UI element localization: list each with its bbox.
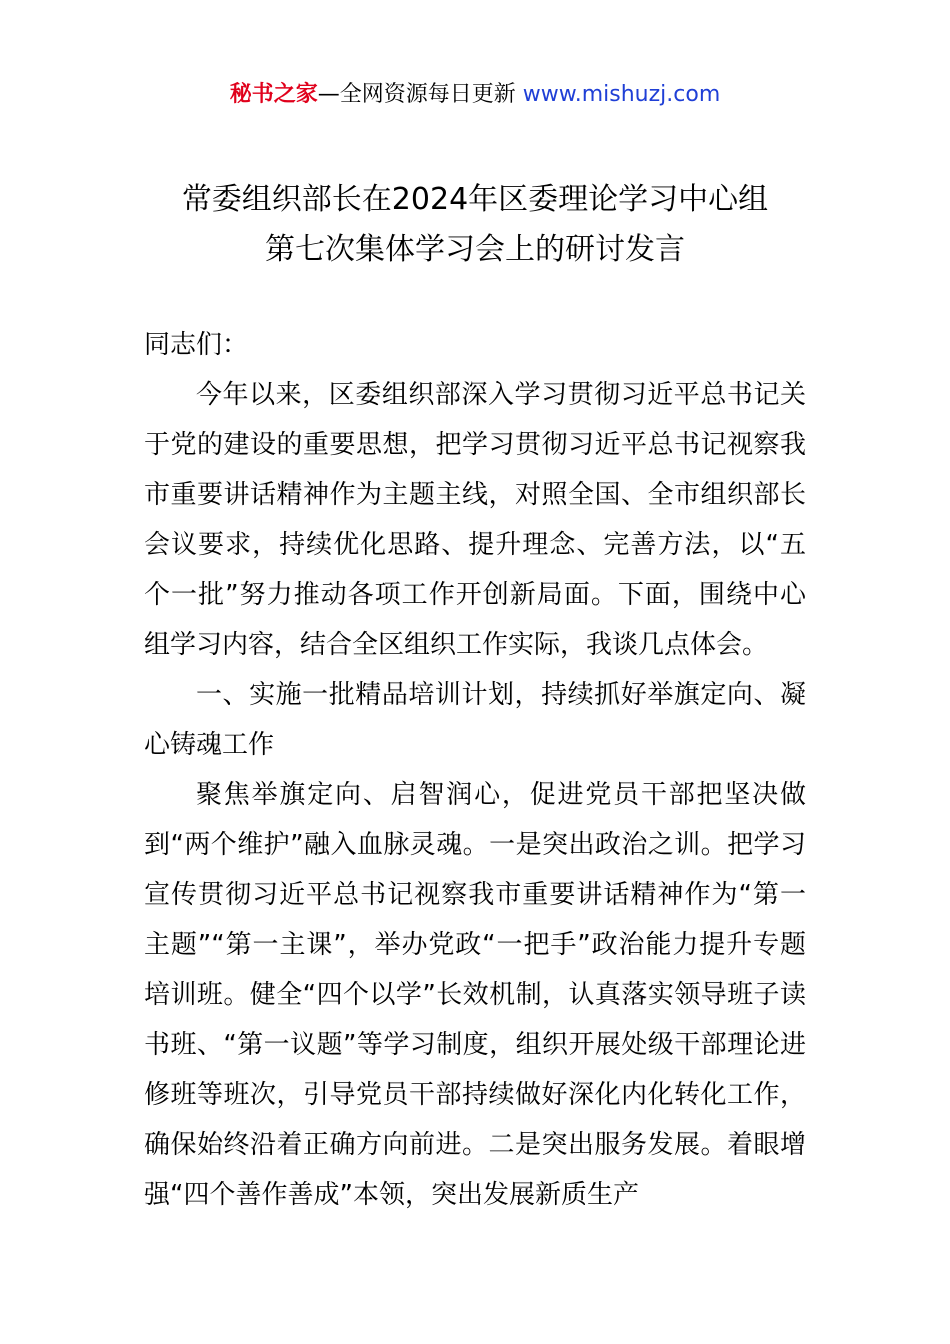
document-title [0,175,950,275]
section-heading-1: 一、实施一批精品培训计划，持续抓好举旗定向、凝心铸魂工作 [144,680,806,760]
document-body [144,320,806,1220]
brand-name: 秘书之家 [229,82,318,107]
title-line-2: 第七次集体学习会上的研讨发言 [265,232,685,267]
banner-tagline: —全网资源每日更新 [317,82,523,107]
greeting: 同志们： [144,330,249,360]
site-banner [0,80,950,110]
paragraph-section-1: 聚焦举旗定向、启智润心，促进党员干部把坚决做到“两个维护”融入血脉灵魂。一是突出政治之训。把学习宣传贯彻习近平总书记视察我市重要讲话精神作为“第一主题”“第一主课”，举办党政“一把手”政治能力提升专题培训班。健全“四个以学”长效机制，认真落实领导班子读书班、“第一议题”等学习制度，组织开展处级干部理论进修班等班次，引导党员干部持续做好深化内化转化工作，确保始终沿着正确方向前进。二是突出服务发展。着眼增强“四个善作善成”本领，突出发展新质生产 [144,780,806,1210]
site-url-link[interactable]: www.mishuzj.com [522,82,721,107]
paragraph-intro: 今年以来，区委组织部深入学习贯彻习近平总书记关于党的建设的重要思想，把学习贯彻习近平总书记视察我市重要讲话精神作为主题主线，对照全国、全市组织部长会议要求，持续优化思路、提升理念、完善方法，以“五个一批”努力推动各项工作开创新局面。下面，围绕中心组学习内容，结合全区组织工作实际，我谈几点体会。 [144,380,806,660]
title-line-1: 常委组织部长在2024年区委理论学习中心组 [181,182,769,217]
